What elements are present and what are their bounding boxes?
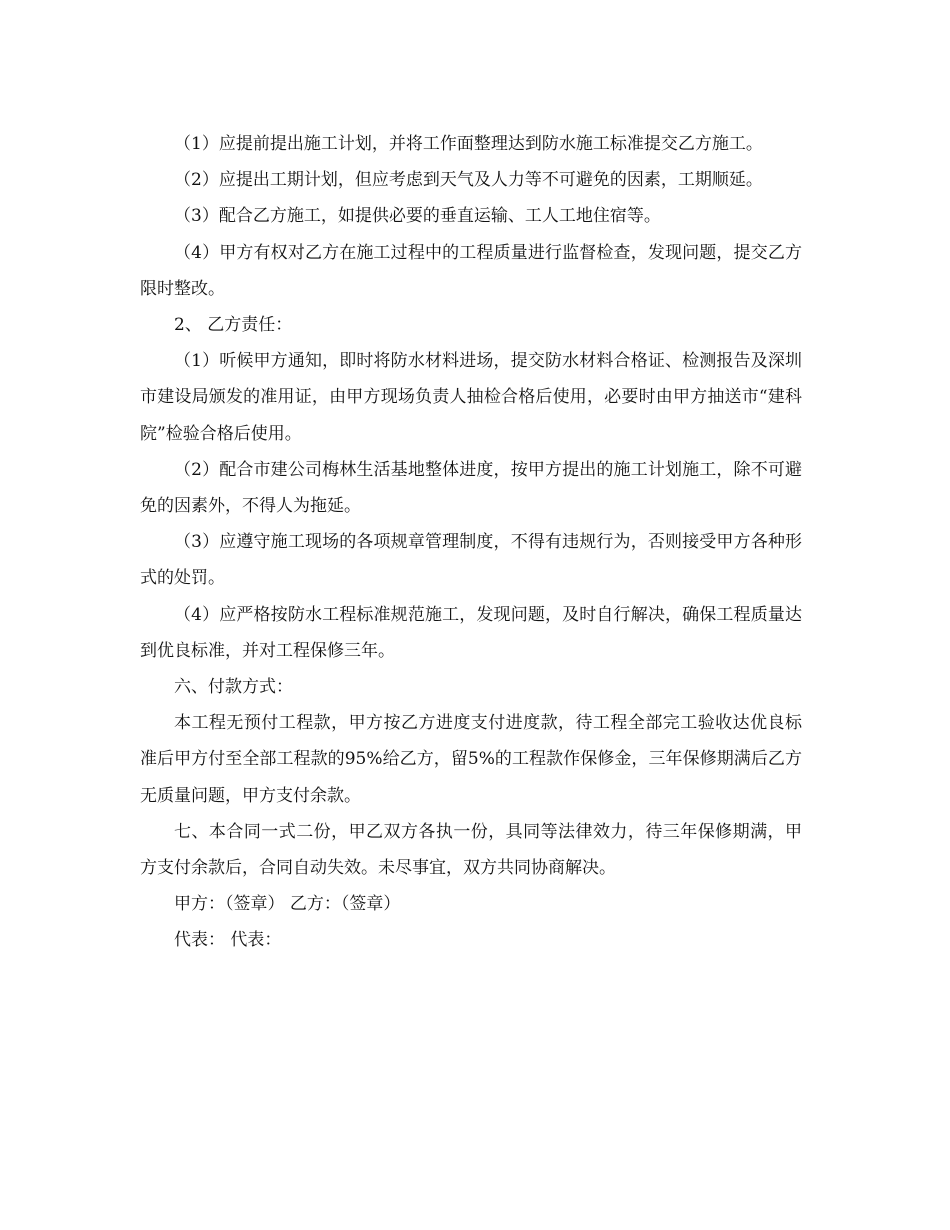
payment-terms: 本工程无预付工程款，甲方按乙方进度支付进度款，待工程全部完工验收达优良标准后甲方付至全部工程款的95%给乙方，留5%的工程款作保修金，三年保修期满后乙方无质量问题，甲方支付余款。 bbox=[140, 713, 802, 806]
clause-party-b-3: （3）应遵守施工现场的各项规章管理制度，不得有违规行为，否则接受甲方各种形式的处罚。 bbox=[140, 532, 802, 589]
signature-line: 甲方：（签章） 乙方：（签章） bbox=[174, 894, 401, 915]
clause-party-a-3: （3）配合乙方施工，如提供必要的垂直运输、工人工地住宿等。 bbox=[174, 206, 661, 227]
clause-party-a-1: （1）应提前提出施工计划，并将工作面整理达到防水施工标准提交乙方施工。 bbox=[174, 134, 763, 154]
clause-party-b-2: （2）配合市建公司梅林生活基地整体进度，按甲方提出的施工计划施工，除不可避免的因素外，不得人为拖延。 bbox=[140, 459, 802, 517]
clause-party-a-4: （4）甲方有权对乙方在施工过程中的工程质量进行监督检查，发现问题，提交乙方限时整改。 bbox=[140, 242, 802, 299]
clause-party-b-4: （4）应严格按防水工程标准规范施工，发现问题，及时自行解决，确保工程质量达到优良标准，并对工程保修三年。 bbox=[140, 604, 802, 661]
section-heading-party-b: 2、 乙方责任： bbox=[174, 315, 293, 336]
section-heading-payment: 六、付款方式： bbox=[174, 677, 293, 698]
clause-party-a-2: （2）应提出工期计划，但应考虑到天气及人力等不可避免的因素，工期顺延。 bbox=[174, 170, 763, 191]
contract-copies-clause: 七、本合同一式二份，甲乙双方各执一份，具同等法律效力，待三年保修期满，甲方支付余款后，合同自动失效。未尽事宜，双方共同协商解决。 bbox=[140, 821, 802, 879]
representative-line: 代表： 代表： bbox=[174, 930, 282, 951]
clause-party-b-1: （1）听候甲方通知，即时将防水材料进场，提交防水材料合格证、检测报告及深圳市建设局颁发的准用证，由甲方现场负责人抽检合格后使用，必要时由甲方抽送市“建科院”检验合格后使用。 bbox=[140, 351, 802, 444]
